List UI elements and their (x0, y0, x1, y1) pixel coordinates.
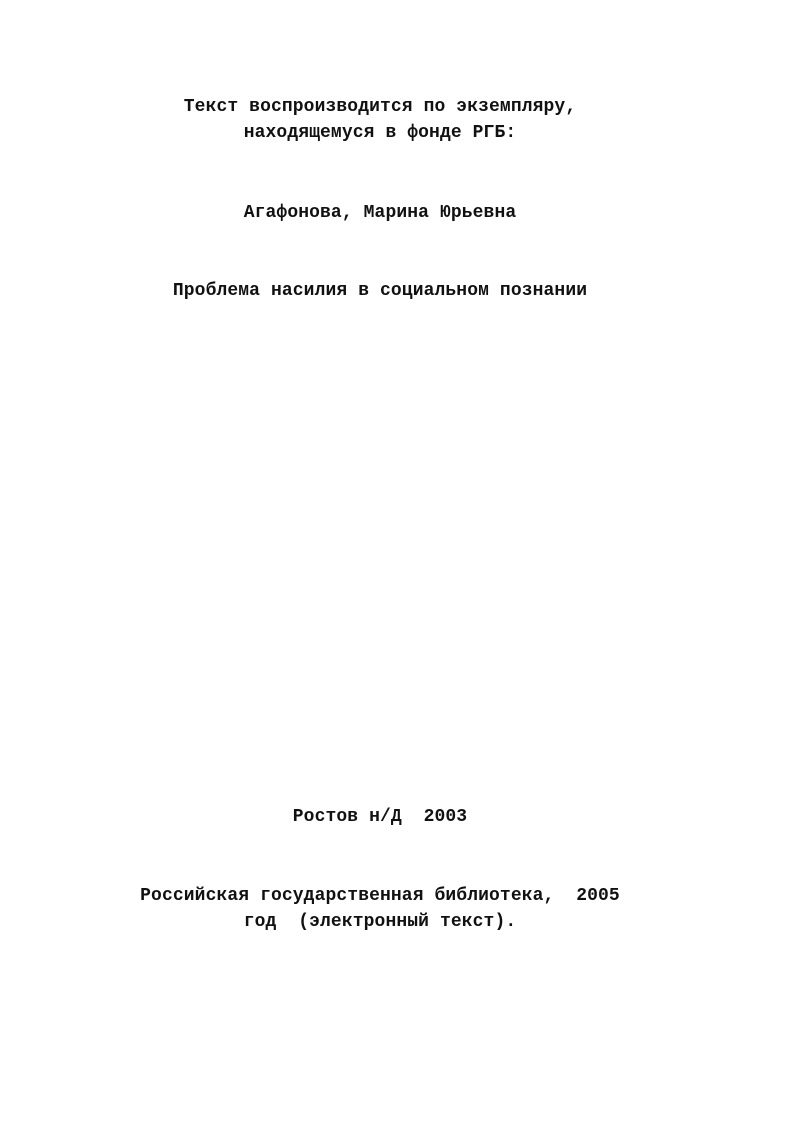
document-title: Проблема насилия в социальном познании (172, 281, 588, 301)
library-note-line-2: год (электронный текст). (243, 912, 517, 932)
source-note-line-1: Текст воспроизводится по экземпляру, (183, 97, 577, 117)
source-note-line-2: находящемуся в фонде РГБ: (243, 123, 517, 143)
author-name: Агафонова, Марина Юрьевна (243, 203, 517, 223)
library-note-line-1: Российская государственная библиотека, 2005 (140, 886, 620, 906)
imprint: Ростов н/Д 2003 (292, 807, 468, 827)
